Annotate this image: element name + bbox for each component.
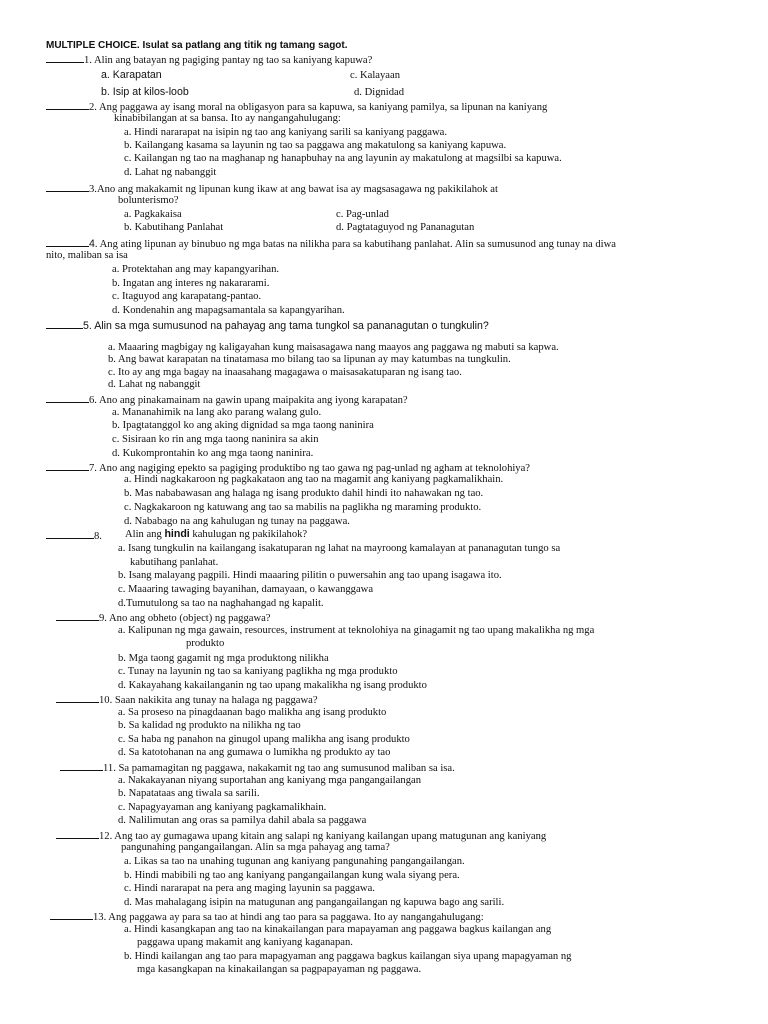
answer-blank-7[interactable] (46, 460, 89, 471)
q10-choice-a: a. Sa proseso na pinagdaanan bago malikha ang isang produkto (118, 707, 387, 718)
answer-blank-2[interactable] (46, 99, 89, 110)
question-3-stem-cont: bolunterismo? (118, 195, 179, 206)
question-12-stem: 12. Ang tao ay gumagawa upang kitain ang salapi ng kaniyang kailangan upang matugunan ang kaniyang (56, 828, 546, 843)
q9-choice-c: c. Tunay na layunin ng tao sa kaniyang paglikha ng mga produkto (118, 666, 398, 677)
q9-choice-a-cont: produkto (186, 638, 225, 649)
answer-blank-11[interactable] (60, 760, 103, 771)
q2-choice-b: b. Kailangang kasama sa layunin ng tao sa paggawa ang makatulong sa kaniyang kapuwa. (124, 140, 507, 151)
q12-choice-a: a. Likas sa tao na unahing tugunan ang kaniyang pangunahing pangangailangan. (124, 856, 465, 867)
q11-choice-a: a. Nakakayanan niyang suportahan ang kaniyang mga pangangailangan (118, 775, 421, 786)
question-6-stem: 6. Ano ang pinakamainam na gawin upang maipakita ang iyong karapatan? (46, 392, 408, 407)
question-3-stem: 3.Ano ang makakamit ng lipunan kung ikaw at ang bawat isa ay magsasagawa ng pakikilahok at (46, 181, 498, 196)
question-10-stem: 10. Saan nakikita ang tunay na halaga ng paggawa? (56, 692, 318, 707)
question-9-stem: 9. Ano ang obheto (object) ng paggawa? (56, 610, 271, 625)
q13-choice-a-cont: paggawa upang makamit ang kaniyang kaganapan. (137, 937, 353, 948)
q9-choice-a: a. Kalipunan ng mga gawain, resources, instrument at teknolohiya na ginagamit ng tao upang makalikha ng mga (118, 625, 595, 636)
answer-blank-8[interactable] (46, 528, 94, 539)
q11-choice-b: b. Napatataas ang tiwala sa sarili. (118, 788, 260, 799)
q8-choice-a: a. Isang tungkulin na kailangang isakatuparan ng lahat na mayroong kamalayan at pananagutan tungo sa (118, 543, 561, 554)
q8-choice-c: c. Maaaring tawaging bayanihan, damayaan, o kawanggawa (118, 584, 374, 595)
q4-choice-a: a. Protektahan ang may kapangyarihan. (112, 264, 280, 275)
question-8-stem: 8. (46, 528, 102, 543)
q13-choice-b-cont: mga kasangkapan na kinakailangan sa pagpapayaman ng paggawa. (137, 964, 422, 975)
q5-choice-d: d. Lahat ng nabanggit (108, 379, 201, 390)
answer-blank-5[interactable] (46, 318, 83, 329)
q2-choice-d: d. Lahat ng nabanggit (124, 167, 217, 178)
answer-blank-13[interactable] (50, 909, 93, 920)
answer-blank-6[interactable] (46, 392, 89, 403)
q4-choice-d: d. Kondenahin ang mapagsamantala sa kapangyarihan. (112, 305, 345, 316)
question-8-text: Alin ang hindi kahulugan ng pakikilahok? (125, 528, 308, 540)
question-11-stem: 11. Sa pamamagitan ng paggawa, nakakamit ng tao ang sumusunod maliban sa isa. (60, 760, 455, 775)
question-2-stem-cont: kinabibilangan at sa bansa. Ito ay nangangahulugang: (114, 113, 341, 124)
emphasis-hindi: hindi (164, 528, 190, 540)
q7-choice-d: d. Nababago na ang kahulugan ng tunay na paggawa. (124, 516, 350, 527)
q5-choice-b: b. Ang bawat karapatan na tinatamasa mo bilang tao sa lipunan ay may katumbas na tungkulin. (108, 354, 511, 365)
answer-blank-10[interactable] (56, 692, 99, 703)
q6-choice-a: a. Mananahimik na lang ako parang walang gulo. (112, 407, 322, 418)
q9-choice-b: b. Mga taong gagamit ng mga produktong nilikha (118, 653, 329, 664)
q12-choice-d: d. Mas mahalagang isipin na matugunan ang pangangailangan ng kapuwa bago ang sarili. (124, 897, 505, 908)
q1-choice-a: a. Karapatan (101, 69, 162, 81)
answer-blank-9[interactable] (56, 610, 99, 621)
q1-choice-c: c. Kalayaan (350, 70, 400, 81)
q12-choice-b: b. Hindi mabibili ng tao ang kaniyang pangangailangan kung wala siyang pera. (124, 870, 460, 881)
q11-choice-c: c. Napagyayaman ang kaniyang pagkamalikhain. (118, 802, 327, 813)
q6-choice-d: d. Kukomprontahin ko ang mga taong naninira. (112, 448, 314, 459)
header-label: MULTIPLE CHOICE. (46, 40, 140, 51)
q10-choice-d: d. Sa katotohanan na ang gumawa o lumikha ng produkto ay tao (118, 747, 391, 758)
q2-choice-c: c. Kailangan ng tao na maghanap ng hanapbuhay na ang layunin ay makatulong at magsilbi sa kapuwa. (124, 153, 562, 164)
answer-blank-1[interactable] (46, 52, 84, 63)
q10-choice-b: b. Sa kalidad ng produkto na nilikha ng tao (118, 720, 301, 731)
question-12-stem-cont: pangunahing pangangailangan. Alin sa mga pahayag ang tama? (121, 842, 390, 853)
answer-blank-12[interactable] (56, 828, 99, 839)
q10-choice-c: c. Sa haba ng panahon na ginugol upang malikha ang isang produkto (118, 734, 410, 745)
instruction-header (46, 39, 348, 52)
q7-choice-b: b. Mas nababawasan ang halaga ng isang produkto dahil hindi ito nahawakan ng tao. (124, 488, 484, 499)
q5-choice-c: c. Ito ay ang mga bagay na inaasahang magagawa o maisasakatuparan ng isang tao. (108, 367, 462, 378)
q7-choice-a: a. Hindi nagkakaroon ng pagkakataon ang tao na magamit ang kaniyang pagkamalikhain. (124, 474, 504, 485)
q3-choice-d: d. Pagtataguyod ng Pananagutan (336, 222, 475, 233)
q4-choice-c: c. Itaguyod ang karapatang-pantao. (112, 291, 262, 302)
q2-choice-a: a. Hindi nararapat na isipin ng tao ang kaniyang sarili sa kaniyang paggawa. (124, 127, 448, 138)
q3-choice-a: a. Pagkakaisa (124, 209, 182, 220)
q8-choice-d: d.Tumutulong sa tao na naghahangad ng kapalit. (118, 598, 324, 609)
question-4-stem-cont: nito, maliban sa isa (46, 250, 128, 261)
q8-choice-a-cont: kabutihang panlahat. (130, 557, 219, 568)
q1-choice-b: b. Isip at kilos-loob (101, 86, 189, 98)
header-instruction: Isulat sa patlang ang titik ng tamang sagot. (142, 40, 348, 51)
q3-choice-b: b. Kabutihang Panlahat (124, 222, 224, 233)
q11-choice-d: d. Nalilimutan ang oras sa pamilya dahil abala sa paggawa (118, 815, 367, 826)
q7-choice-c: c. Nagkakaroon ng katuwang ang tao sa mabilis na paglikha ng maraming produkto. (124, 502, 482, 513)
q1-choice-d: d. Dignidad (354, 87, 405, 98)
question-2-stem: 2. Ang paggawa ay isang moral na obligasyon para sa kapuwa, sa kaniyang pamilya, sa lipunan na kaniyang (46, 99, 547, 114)
question-7-stem: 7. Ano ang nagiging epekto sa pagiging produktibo ng tao gawa ng pag-unlad ng agham at teknolohiya? (46, 460, 530, 475)
answer-blank-3[interactable] (46, 181, 89, 192)
q6-choice-b: b. Ipagtatanggol ko ang aking dignidad sa mga taong naninira (112, 420, 374, 431)
q12-choice-c: c. Hindi nararapat na pera ang maging layunin sa paggawa. (124, 883, 375, 894)
question-4-stem: 4. Ang ating lipunan ay binubuo ng mga batas na nilikha para sa kabutihang panlahat. Alin sa sumusunod ang tunay na diwa (46, 236, 616, 251)
q13-choice-b: b. Hindi kailangan ang tao para mapagyaman ang paggawa bagkus kailangan siya upang mapagyaman ng (124, 951, 572, 962)
question-1-stem: 1. Alin ang batayan ng pagiging pantay ng tao sa kaniyang kapuwa? (46, 52, 372, 67)
q13-choice-a: a. Hindi kasangkapan ang tao na kinakailangan para mapayaman ang paggawa bagkus kailangan ang (124, 924, 552, 935)
q8-choice-b: b. Isang malayang pagpili. Hindi maaaring pilitin o puwersahin ang tao upang isagawa ito. (118, 570, 502, 581)
q5-choice-a: a. Maaaring magbigay ng kaligayahan kung maisasagawa nang maayos ang paggawa ng mabuti sa kapwa. (108, 342, 559, 353)
q4-choice-b: b. Ingatan ang interes ng nakararami. (112, 278, 270, 289)
q9-choice-d: d. Kakayahang kakailanganin ng tao upang makalikha ng isang produkto (118, 680, 427, 691)
answer-blank-4[interactable] (46, 236, 89, 247)
question-5-stem: 5. Alin sa mga sumusunod na pahayag ang tama tungkol sa pananagutan o tungkulin? (46, 318, 489, 333)
question-13-stem: 13. Ang paggawa ay para sa tao at hindi ang tao para sa paggawa. Ito ay nangangahulugang: (50, 909, 484, 924)
q6-choice-c: c. Sisiraan ko rin ang mga taong naninira sa akin (112, 434, 319, 445)
q3-choice-c: c. Pag-unlad (336, 209, 389, 220)
